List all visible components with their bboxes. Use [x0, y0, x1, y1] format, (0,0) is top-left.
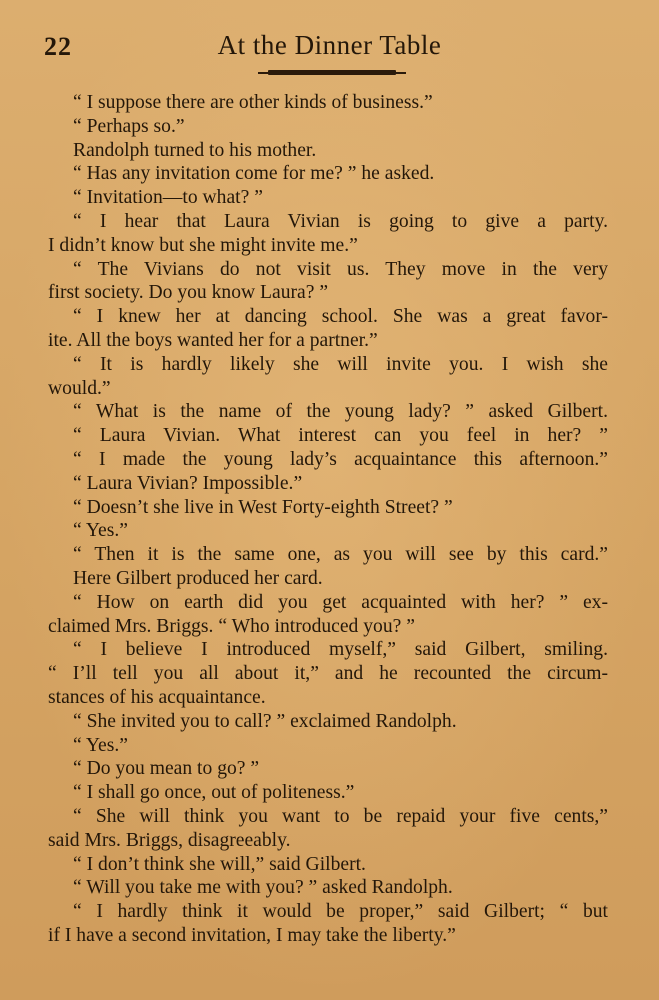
text-line: “ Will you take me with you? ” asked Randolph.	[73, 877, 453, 899]
text-line: “ Has any invitation come for me? ” he asked.	[73, 163, 435, 185]
text-line: “ The Vivians do not visit us. They move in the very	[73, 258, 608, 280]
running-head: At the Dinner Table	[217, 30, 442, 60]
page-number: 22	[44, 32, 72, 61]
text-line: “ Then it is the same one, as you will see by this card.”	[73, 544, 608, 566]
text-line: “ I don’t think she will,” said Gilbert.	[73, 853, 366, 875]
text-line: “ She invited you to call? ” exclaimed Randolph.	[73, 710, 457, 732]
text-line: “ How on earth did you get acquainted with her? ” ex-	[73, 591, 608, 613]
text-line: “ Yes.”	[73, 520, 128, 542]
text-line: “ I suppose there are other kinds of business.”	[73, 92, 433, 113]
text-line: first society. Do you know Laura? ”	[48, 282, 329, 304]
text-line: Randolph turned to his mother.	[73, 139, 317, 161]
body-text	[48, 91, 608, 948]
text-line: “ Yes.”	[73, 734, 128, 756]
text-line: stances of his acquaintance.	[48, 686, 266, 708]
text-line: “ I believe I introduced myself,” said Gilbert, smiling.	[73, 639, 608, 661]
text-line: “ She will think you want to be repaid your five cents,”	[73, 805, 608, 827]
text-line: said Mrs. Briggs, disagreeably.	[48, 829, 291, 851]
text-line: “ Doesn’t she live in West Forty-eighth Street? ”	[73, 496, 453, 518]
text-line: Here Gilbert produced her card.	[73, 567, 323, 589]
page-header	[0, 28, 659, 64]
text-line: claimed Mrs. Briggs. “ Who introduced you? ”	[48, 615, 415, 637]
text-line: “ What is the name of the young lady? ” asked Gilbert.	[73, 401, 608, 423]
text-line: “ Perhaps so.”	[73, 115, 185, 137]
text-line: I didn’t know but she might invite me.”	[48, 234, 358, 256]
text-line: would.”	[48, 377, 111, 399]
text-line: “ It is hardly likely she will invite you. I wish she	[73, 353, 608, 375]
text-line: “ I knew her at dancing school. She was a great favor-	[73, 306, 608, 328]
text-line: ite. All the boys wanted her for a partner.”	[48, 329, 378, 351]
text-line: “ I hear that Laura Vivian is going to give a party.	[73, 210, 608, 232]
text-line: if I have a second invitation, I may take the liberty.”	[48, 924, 456, 946]
text-line: “ Laura Vivian? Impossible.”	[73, 472, 303, 494]
header-rule	[268, 70, 396, 75]
text-line: “ Do you mean to go? ”	[73, 758, 260, 780]
text-line: “ I hardly think it would be proper,” said Gilbert; “ but	[73, 901, 608, 923]
text-line: “ I shall go once, out of politeness.”	[73, 782, 355, 804]
text-line: “ Laura Vivian. What interest can you feel in her? ”	[73, 425, 608, 447]
text-line: “ I made the young lady’s acquaintance this afternoon.”	[73, 448, 608, 470]
text-line: “ Invitation—to what? ”	[73, 187, 263, 209]
text-line: “ I’ll tell you all about it,” and he recounted the circum-	[48, 663, 608, 685]
